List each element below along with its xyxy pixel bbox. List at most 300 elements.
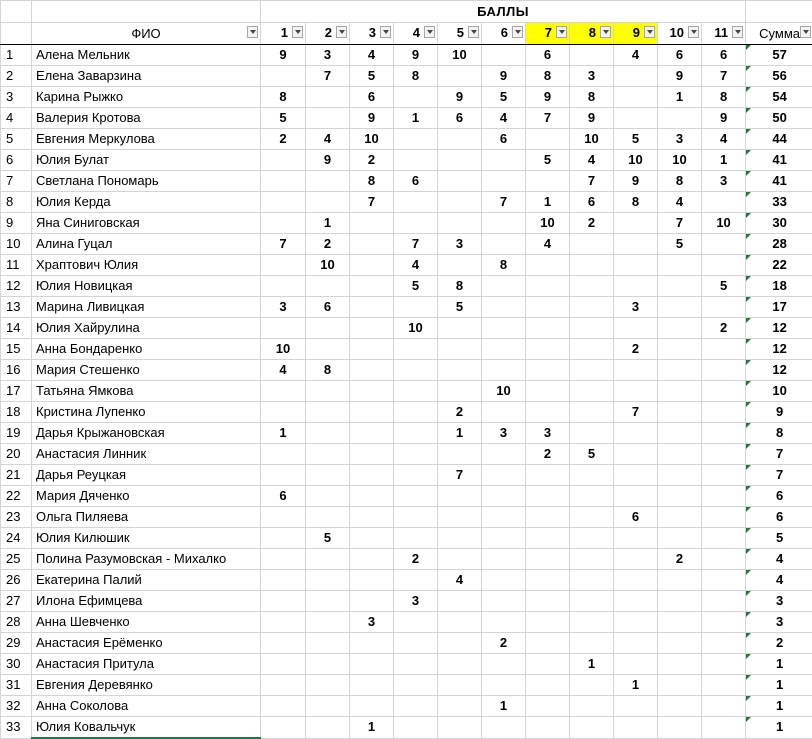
score-cell[interactable] [570, 423, 614, 444]
score-cell[interactable] [526, 402, 570, 423]
score-cell[interactable] [261, 549, 306, 570]
sum-cell[interactable] [746, 549, 812, 570]
score-cell[interactable]: 5 [394, 276, 438, 297]
score-cell[interactable] [702, 528, 746, 549]
score-cell[interactable] [570, 318, 614, 339]
score-cell[interactable] [394, 192, 438, 213]
filter-dropdown-icon[interactable] [292, 26, 303, 38]
score-cell[interactable] [614, 318, 658, 339]
score-cell[interactable]: 9 [350, 108, 394, 129]
score-cell[interactable] [394, 381, 438, 402]
name-cell[interactable]: Юлия Булат [32, 150, 261, 171]
name-cell[interactable]: Юлия Ковальчук [32, 717, 261, 739]
score-cell[interactable] [658, 654, 702, 675]
score-cell[interactable] [350, 507, 394, 528]
score-cell[interactable] [702, 402, 746, 423]
score-cell[interactable]: 4 [526, 234, 570, 255]
sum-cell[interactable] [746, 444, 812, 465]
score-cell[interactable] [658, 528, 702, 549]
score-cell[interactable] [306, 654, 350, 675]
rank-cell[interactable]: 31 [1, 675, 32, 696]
name-column-header[interactable] [32, 23, 261, 45]
score-cell[interactable] [306, 171, 350, 192]
score-cell[interactable] [306, 192, 350, 213]
name-cell[interactable]: Юлия Керда [32, 192, 261, 213]
score-cell[interactable] [438, 654, 482, 675]
score-cell[interactable]: 5 [702, 276, 746, 297]
rank-cell[interactable]: 21 [1, 465, 32, 486]
rank-cell[interactable]: 20 [1, 444, 32, 465]
score-cell[interactable] [438, 318, 482, 339]
sum-cell[interactable] [746, 507, 812, 528]
score-cell[interactable]: 2 [526, 444, 570, 465]
score-cell[interactable] [482, 297, 526, 318]
rank-cell[interactable]: 30 [1, 654, 32, 675]
points-super-header[interactable]: БАЛЛЫ [261, 1, 746, 23]
name-cell[interactable]: Анастасия Притула [32, 654, 261, 675]
name-cell[interactable]: Алена Мельник [32, 45, 261, 66]
score-cell[interactable]: 6 [261, 486, 306, 507]
name-cell[interactable]: Анна Соколова [32, 696, 261, 717]
rank-cell[interactable]: 16 [1, 360, 32, 381]
score-cell[interactable] [482, 528, 526, 549]
score-cell[interactable]: 2 [614, 339, 658, 360]
rank-cell[interactable]: 19 [1, 423, 32, 444]
score-cell[interactable] [570, 528, 614, 549]
score-cell[interactable] [394, 423, 438, 444]
score-cell[interactable] [526, 717, 570, 739]
sum-cell[interactable] [746, 129, 812, 150]
rank-cell[interactable]: 2 [1, 66, 32, 87]
score-cell[interactable]: 7 [261, 234, 306, 255]
score-cell[interactable] [702, 465, 746, 486]
score-cell[interactable] [570, 612, 614, 633]
score-cell[interactable] [702, 234, 746, 255]
score-cell[interactable] [658, 717, 702, 739]
score-cell[interactable] [394, 129, 438, 150]
score-cell[interactable] [482, 234, 526, 255]
score-cell[interactable] [306, 633, 350, 654]
score-cell[interactable] [570, 486, 614, 507]
score-cell[interactable] [526, 318, 570, 339]
sum-cell[interactable] [746, 150, 812, 171]
score-cell[interactable]: 7 [306, 66, 350, 87]
score-cell[interactable]: 1 [526, 192, 570, 213]
score-cell[interactable] [482, 402, 526, 423]
score-cell[interactable]: 9 [482, 66, 526, 87]
score-cell[interactable] [261, 675, 306, 696]
score-cell[interactable] [526, 339, 570, 360]
score-cell[interactable] [350, 402, 394, 423]
sum-cell[interactable] [746, 276, 812, 297]
score-cell[interactable] [658, 318, 702, 339]
score-cell[interactable]: 5 [614, 129, 658, 150]
sum-cell[interactable] [746, 570, 812, 591]
sum-cell[interactable] [746, 192, 812, 213]
score-cell[interactable] [526, 507, 570, 528]
score-cell[interactable] [570, 507, 614, 528]
score-cell[interactable] [570, 339, 614, 360]
score-cell[interactable] [438, 171, 482, 192]
score-cell[interactable] [570, 381, 614, 402]
score-cell[interactable] [350, 570, 394, 591]
score-cell[interactable]: 3 [614, 297, 658, 318]
name-cell[interactable]: Евгения Деревянко [32, 675, 261, 696]
score-cell[interactable] [261, 696, 306, 717]
sum-cell[interactable] [746, 591, 812, 612]
score-cell[interactable] [658, 675, 702, 696]
score-cell[interactable]: 1 [570, 654, 614, 675]
score-cell[interactable] [570, 675, 614, 696]
score-cell[interactable] [702, 360, 746, 381]
sum-cell[interactable] [746, 696, 812, 717]
score-cell[interactable] [658, 255, 702, 276]
score-cell[interactable] [482, 444, 526, 465]
score-cell[interactable]: 3 [394, 591, 438, 612]
score-cell[interactable] [614, 717, 658, 739]
score-cell[interactable]: 9 [614, 171, 658, 192]
score-cell[interactable] [350, 360, 394, 381]
rank-cell[interactable]: 12 [1, 276, 32, 297]
score-cell[interactable] [526, 549, 570, 570]
score-cell[interactable] [482, 360, 526, 381]
rank-cell[interactable]: 29 [1, 633, 32, 654]
score-cell[interactable]: 9 [261, 45, 306, 66]
score-cell[interactable] [261, 255, 306, 276]
score-cell[interactable] [614, 612, 658, 633]
filter-dropdown-icon[interactable] [512, 26, 523, 38]
score-cell[interactable] [306, 486, 350, 507]
score-cell[interactable] [394, 150, 438, 171]
name-cell[interactable]: Храптович Юлия [32, 255, 261, 276]
score-cell[interactable] [306, 402, 350, 423]
score-cell[interactable] [261, 276, 306, 297]
score-cell[interactable]: 10 [261, 339, 306, 360]
score-cell[interactable] [702, 255, 746, 276]
sum-cell[interactable] [746, 675, 812, 696]
score-cell[interactable]: 2 [702, 318, 746, 339]
score-cell[interactable]: 4 [350, 45, 394, 66]
sum-cell[interactable] [746, 255, 812, 276]
score-cell[interactable] [702, 717, 746, 739]
name-cell[interactable]: Полина Разумовская - Михалко [32, 549, 261, 570]
score-cell[interactable]: 2 [261, 129, 306, 150]
score-cell[interactable]: 8 [526, 66, 570, 87]
score-cell[interactable] [482, 318, 526, 339]
score-cell[interactable]: 3 [306, 45, 350, 66]
sum-cell[interactable] [746, 108, 812, 129]
score-cell[interactable]: 4 [570, 150, 614, 171]
score-cell[interactable] [658, 633, 702, 654]
round-column-header-1[interactable] [261, 23, 306, 45]
name-cell[interactable]: Юлия Килюшик [32, 528, 261, 549]
score-cell[interactable] [261, 381, 306, 402]
cell[interactable] [32, 1, 261, 23]
score-cell[interactable] [482, 339, 526, 360]
filter-dropdown-icon[interactable] [380, 26, 391, 38]
rank-cell[interactable]: 13 [1, 297, 32, 318]
round-column-header-8[interactable] [570, 23, 614, 45]
filter-dropdown-icon[interactable] [556, 26, 567, 38]
score-cell[interactable] [570, 360, 614, 381]
rank-cell[interactable]: 32 [1, 696, 32, 717]
score-cell[interactable] [482, 45, 526, 66]
score-cell[interactable]: 6 [526, 45, 570, 66]
score-cell[interactable]: 3 [702, 171, 746, 192]
score-cell[interactable] [306, 339, 350, 360]
score-cell[interactable] [614, 486, 658, 507]
score-cell[interactable] [306, 612, 350, 633]
score-cell[interactable] [350, 339, 394, 360]
score-cell[interactable] [394, 213, 438, 234]
sum-cell[interactable] [746, 66, 812, 87]
score-cell[interactable]: 7 [350, 192, 394, 213]
score-cell[interactable]: 1 [438, 423, 482, 444]
sum-cell[interactable] [746, 486, 812, 507]
score-cell[interactable] [614, 381, 658, 402]
score-cell[interactable] [394, 612, 438, 633]
round-column-header-2[interactable] [306, 23, 350, 45]
score-cell[interactable]: 6 [350, 87, 394, 108]
score-cell[interactable] [482, 570, 526, 591]
sum-cell[interactable] [746, 171, 812, 192]
rank-cell[interactable]: 17 [1, 381, 32, 402]
score-cell[interactable] [438, 444, 482, 465]
score-cell[interactable] [261, 633, 306, 654]
score-cell[interactable] [394, 717, 438, 739]
score-cell[interactable] [614, 213, 658, 234]
score-cell[interactable] [482, 171, 526, 192]
score-cell[interactable]: 8 [658, 171, 702, 192]
score-cell[interactable] [350, 654, 394, 675]
score-cell[interactable] [438, 507, 482, 528]
score-cell[interactable] [350, 234, 394, 255]
score-cell[interactable] [306, 591, 350, 612]
score-cell[interactable] [438, 675, 482, 696]
score-cell[interactable]: 8 [438, 276, 482, 297]
name-cell[interactable]: Татьяна Ямкова [32, 381, 261, 402]
rank-cell[interactable]: 4 [1, 108, 32, 129]
score-cell[interactable] [306, 87, 350, 108]
name-cell[interactable]: Валерия Кротова [32, 108, 261, 129]
sum-cell[interactable] [746, 360, 812, 381]
score-cell[interactable]: 5 [261, 108, 306, 129]
score-cell[interactable] [702, 507, 746, 528]
score-cell[interactable] [614, 654, 658, 675]
filter-dropdown-icon[interactable] [336, 26, 347, 38]
rank-cell[interactable]: 1 [1, 45, 32, 66]
score-cell[interactable] [438, 213, 482, 234]
score-cell[interactable] [482, 486, 526, 507]
score-cell[interactable]: 5 [570, 444, 614, 465]
filter-dropdown-icon[interactable] [644, 26, 655, 38]
score-cell[interactable] [526, 675, 570, 696]
score-cell[interactable] [261, 66, 306, 87]
score-cell[interactable] [350, 381, 394, 402]
score-cell[interactable] [570, 297, 614, 318]
score-cell[interactable] [570, 591, 614, 612]
score-cell[interactable] [394, 696, 438, 717]
rank-cell[interactable]: 24 [1, 528, 32, 549]
round-column-header-4[interactable] [394, 23, 438, 45]
score-cell[interactable]: 1 [482, 696, 526, 717]
score-cell[interactable] [702, 549, 746, 570]
score-cell[interactable]: 1 [658, 87, 702, 108]
score-cell[interactable]: 10 [438, 45, 482, 66]
sum-cell[interactable] [746, 528, 812, 549]
score-cell[interactable]: 7 [614, 402, 658, 423]
rank-cell[interactable]: 7 [1, 171, 32, 192]
score-cell[interactable] [658, 507, 702, 528]
score-cell[interactable] [306, 570, 350, 591]
rank-cell[interactable]: 25 [1, 549, 32, 570]
score-cell[interactable] [350, 318, 394, 339]
score-cell[interactable]: 7 [394, 234, 438, 255]
score-cell[interactable] [438, 528, 482, 549]
score-cell[interactable] [350, 549, 394, 570]
score-cell[interactable]: 2 [570, 213, 614, 234]
score-cell[interactable]: 2 [482, 633, 526, 654]
sum-cell[interactable] [746, 381, 812, 402]
score-cell[interactable] [570, 465, 614, 486]
score-cell[interactable] [306, 318, 350, 339]
name-cell[interactable]: Ольга Пиляева [32, 507, 261, 528]
score-cell[interactable]: 2 [438, 402, 482, 423]
score-cell[interactable] [261, 318, 306, 339]
score-cell[interactable]: 8 [482, 255, 526, 276]
score-cell[interactable] [394, 633, 438, 654]
score-cell[interactable]: 10 [570, 129, 614, 150]
score-cell[interactable] [570, 255, 614, 276]
score-cell[interactable] [394, 528, 438, 549]
score-cell[interactable] [482, 675, 526, 696]
score-cell[interactable]: 8 [394, 66, 438, 87]
score-cell[interactable] [702, 423, 746, 444]
score-cell[interactable]: 7 [482, 192, 526, 213]
score-cell[interactable]: 6 [658, 45, 702, 66]
score-cell[interactable] [526, 381, 570, 402]
score-cell[interactable] [438, 633, 482, 654]
score-cell[interactable] [306, 444, 350, 465]
rank-cell[interactable]: 14 [1, 318, 32, 339]
round-column-header-5[interactable] [438, 23, 482, 45]
sum-cell[interactable] [746, 402, 812, 423]
score-cell[interactable]: 8 [614, 192, 658, 213]
score-cell[interactable] [570, 633, 614, 654]
score-cell[interactable]: 8 [306, 360, 350, 381]
score-cell[interactable] [482, 654, 526, 675]
score-cell[interactable] [482, 717, 526, 739]
name-cell[interactable]: Алина Гуцал [32, 234, 261, 255]
score-cell[interactable]: 10 [350, 129, 394, 150]
score-cell[interactable] [702, 570, 746, 591]
name-cell[interactable]: Анна Бондаренко [32, 339, 261, 360]
score-cell[interactable]: 1 [350, 717, 394, 739]
name-cell[interactable]: Светлана Пономарь [32, 171, 261, 192]
score-cell[interactable] [526, 570, 570, 591]
score-cell[interactable] [438, 549, 482, 570]
score-cell[interactable] [614, 255, 658, 276]
score-cell[interactable] [394, 507, 438, 528]
cell[interactable] [746, 1, 812, 23]
score-cell[interactable]: 4 [702, 129, 746, 150]
score-cell[interactable]: 10 [702, 213, 746, 234]
score-cell[interactable] [570, 234, 614, 255]
score-cell[interactable] [350, 465, 394, 486]
score-cell[interactable]: 7 [570, 171, 614, 192]
score-cell[interactable] [350, 528, 394, 549]
name-cell[interactable]: Юлия Хайрулина [32, 318, 261, 339]
filter-dropdown-icon[interactable] [800, 26, 811, 38]
sum-cell[interactable] [746, 339, 812, 360]
score-cell[interactable] [261, 192, 306, 213]
score-cell[interactable] [658, 570, 702, 591]
name-cell[interactable]: Мария Дяченко [32, 486, 261, 507]
score-cell[interactable] [394, 402, 438, 423]
score-cell[interactable]: 6 [570, 192, 614, 213]
score-cell[interactable] [261, 654, 306, 675]
score-cell[interactable] [570, 717, 614, 739]
sum-cell[interactable] [746, 213, 812, 234]
name-cell[interactable]: Елена Заварзина [32, 66, 261, 87]
score-cell[interactable]: 4 [261, 360, 306, 381]
score-cell[interactable] [702, 297, 746, 318]
rank-cell[interactable]: 9 [1, 213, 32, 234]
score-cell[interactable]: 3 [482, 423, 526, 444]
sum-cell[interactable] [746, 465, 812, 486]
score-cell[interactable] [438, 360, 482, 381]
score-cell[interactable]: 5 [658, 234, 702, 255]
score-cell[interactable] [658, 486, 702, 507]
score-cell[interactable] [614, 423, 658, 444]
name-cell[interactable]: Дарья Крыжановская [32, 423, 261, 444]
name-cell[interactable]: Мария Стешенко [32, 360, 261, 381]
score-cell[interactable]: 2 [658, 549, 702, 570]
score-cell[interactable] [614, 276, 658, 297]
score-cell[interactable] [526, 486, 570, 507]
score-cell[interactable] [261, 150, 306, 171]
score-cell[interactable]: 10 [394, 318, 438, 339]
score-cell[interactable] [394, 654, 438, 675]
score-cell[interactable] [306, 507, 350, 528]
score-cell[interactable] [526, 255, 570, 276]
score-cell[interactable] [350, 696, 394, 717]
score-cell[interactable] [526, 696, 570, 717]
score-cell[interactable] [438, 255, 482, 276]
score-cell[interactable] [394, 486, 438, 507]
sum-column-header[interactable] [746, 23, 812, 45]
score-cell[interactable] [482, 591, 526, 612]
name-cell[interactable]: Илона Ефимцева [32, 591, 261, 612]
score-cell[interactable] [261, 402, 306, 423]
score-cell[interactable] [702, 654, 746, 675]
rank-cell[interactable]: 28 [1, 612, 32, 633]
score-cell[interactable] [306, 675, 350, 696]
score-cell[interactable] [658, 276, 702, 297]
sum-cell[interactable] [746, 633, 812, 654]
score-cell[interactable] [570, 570, 614, 591]
score-cell[interactable] [306, 696, 350, 717]
score-cell[interactable]: 5 [526, 150, 570, 171]
score-cell[interactable] [658, 423, 702, 444]
score-cell[interactable]: 7 [526, 108, 570, 129]
score-cell[interactable] [482, 213, 526, 234]
score-cell[interactable] [482, 549, 526, 570]
score-cell[interactable] [261, 591, 306, 612]
score-cell[interactable]: 7 [438, 465, 482, 486]
filter-dropdown-icon[interactable] [247, 26, 258, 38]
score-cell[interactable] [614, 570, 658, 591]
